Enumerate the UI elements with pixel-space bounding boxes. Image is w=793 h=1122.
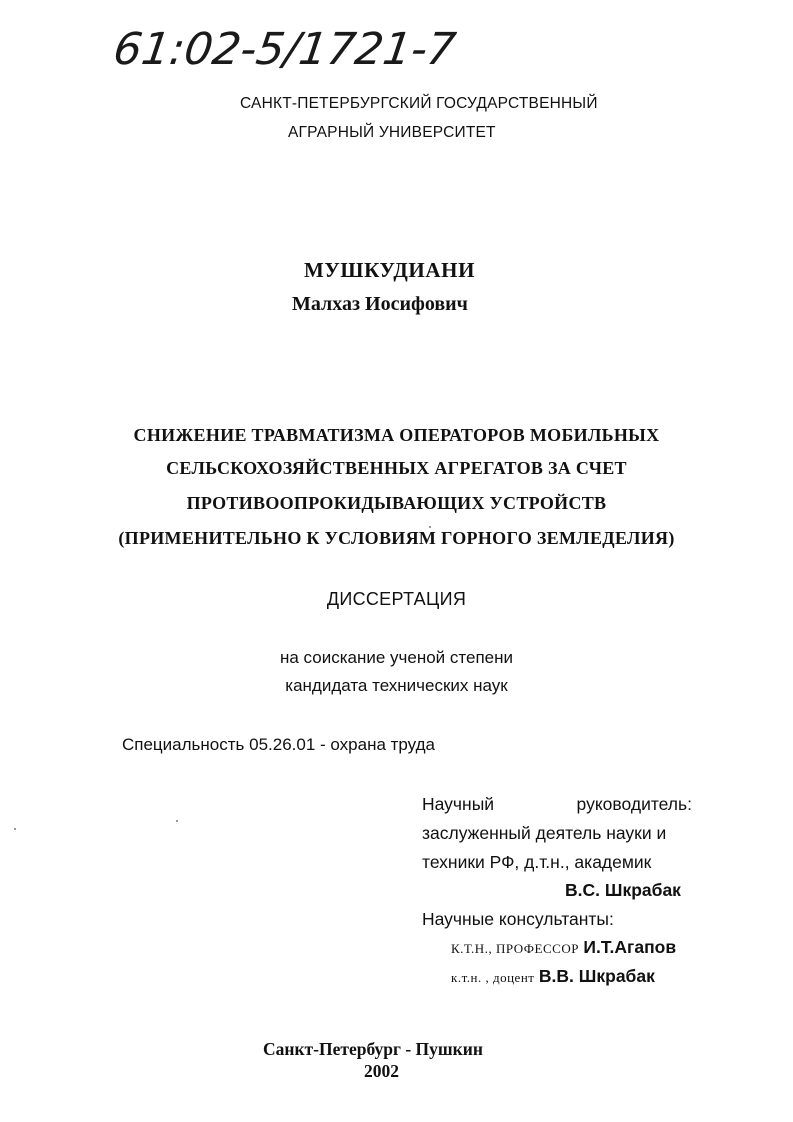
consultant-2-name: В.В. Шкрабак [538,966,655,986]
scan-speck [176,820,178,822]
supervisor-label-word1: Научный [422,794,495,814]
handwritten-archive-code [110,6,570,86]
author-given-names: Малхаз Иосифович [292,293,468,315]
degree-line-2: кандидата технических наук [285,676,508,695]
consultant-1-name: И.Т.Агапов [583,937,677,957]
title-line-2: СЕЛЬСКОХОЗЯЙСТВЕННЫХ АГРЕГАТОВ ЗА СЧЕТ [166,458,627,478]
supervisor-label-word2: руководитель: [576,794,692,814]
consultant-2 [451,966,655,987]
consultant-2-title: к.т.н. , доцент [451,970,535,985]
degree-line-1: на соискание ученой степени [279,648,513,667]
title-line-3: ПРОТИВООПРОКИДЫВАЮЩИХ УСТРОЙСТВ [186,493,607,513]
consultant-1 [451,937,676,958]
scan-speck [429,526,431,528]
university-name-line1: САНКТ-ПЕТЕРБУРГСКИЙ ГОСУДАРСТВЕННЫЙ [240,95,598,112]
city: Санкт-Петербург - Пушкин [263,1039,483,1059]
supervisor-rank-line1: заслуженный деятель науки и [422,823,667,843]
specialty: Специальность 05.26.01 - охрана труда [122,735,435,754]
supervisor-rank-line2: техники РФ, д.т.н., академик [422,852,652,872]
author-surname: МУШКУДИАНИ [304,258,476,282]
consultants-label: Научные консультанты: [422,909,614,929]
university-name-line2: АГРАРНЫЙ УНИВЕРСИТЕТ [288,124,496,141]
title-line-1: СНИЖЕНИЕ ТРАВМАТИЗМА ОПЕРАТОРОВ МОБИЛЬНЫХ [133,425,660,445]
year: 2002 [364,1061,399,1081]
consultant-1-title: К.Т.Н., ПРОФЕССОР [451,941,579,956]
supervisor-label [422,794,692,815]
supervisor-name: В.С. Шкрабак [565,880,681,900]
scan-speck [14,828,16,830]
svg-text:61:02-5/1721-7: 61:02-5/1721-7 [110,24,459,75]
document-type: ДИССЕРТАЦИЯ [326,589,467,609]
title-line-4: (ПРИМЕНИТЕЛЬНО К УСЛОВИЯМ ГОРНОГО ЗЕМЛЕДЕЛИЯ) [118,528,675,548]
